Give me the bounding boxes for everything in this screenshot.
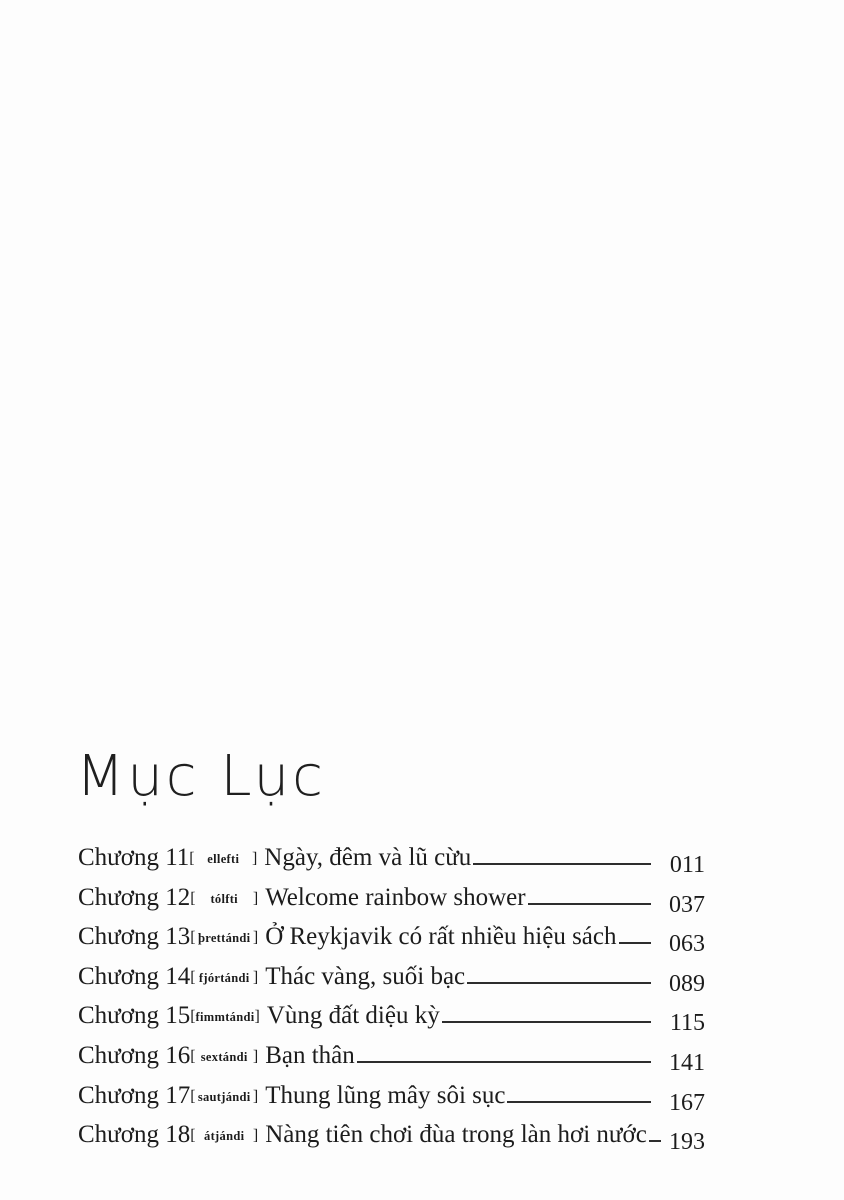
- leader-line: [507, 1101, 651, 1103]
- toc-entry: [78, 919, 705, 959]
- toc-entry: [78, 998, 705, 1038]
- chapter-label: Chương 17: [78, 1081, 191, 1109]
- page-number: 063: [669, 931, 705, 958]
- page-number: 141: [669, 1049, 705, 1076]
- bracket-open: [: [190, 889, 196, 907]
- page-number: 011: [669, 852, 705, 878]
- toc-list: [78, 840, 705, 1157]
- page-number: 193: [669, 1129, 705, 1156]
- bracket-close: ]: [252, 929, 259, 947]
- bracket-open: [: [190, 1087, 196, 1105]
- leader-line: [473, 863, 651, 865]
- entry-title: Bạn thân: [265, 1041, 355, 1069]
- entry-title: Ở Reykjavik có rất nhiều hiệu sách: [265, 923, 617, 951]
- entry-title: Ngày, đêm và lũ cừu: [264, 844, 472, 871]
- ordinal-label: tólfti: [210, 891, 238, 906]
- page-title: Mục Lục: [76, 744, 326, 809]
- entry-title: Welcome rainbow shower: [265, 883, 526, 911]
- chapter-label: Chương 12: [78, 883, 191, 911]
- bracket-open: [: [189, 850, 195, 867]
- bracket-close: ]: [251, 850, 258, 867]
- bracket-close: ]: [252, 1047, 259, 1065]
- entry-title-cell: [264, 840, 651, 877]
- chapter-label: Chương 13: [78, 923, 191, 951]
- ordinal-label: átjándi: [204, 1129, 245, 1144]
- page-number: 167: [669, 1089, 705, 1116]
- leader-line: [528, 903, 651, 905]
- ordinal-bracket: [190, 999, 260, 1036]
- page-number: 037: [669, 891, 705, 918]
- chapter-label: Chương 18: [78, 1121, 191, 1149]
- page-number: 089: [669, 970, 705, 997]
- entry-title-cell: [267, 998, 651, 1035]
- ordinal-label: fimmtándi: [195, 1010, 255, 1025]
- bracket-open: [: [190, 929, 196, 947]
- toc-entry: [78, 1078, 705, 1118]
- chapter-label: Chương 16: [78, 1041, 191, 1069]
- chapter-label: Chương 11: [78, 844, 190, 871]
- toc-entry: [78, 1117, 705, 1157]
- ordinal-label: þrettándi: [197, 931, 251, 946]
- ordinal-label: ellefti: [207, 852, 240, 866]
- ordinal-bracket: [190, 960, 258, 997]
- chapter-label: Chương 15: [78, 1002, 191, 1030]
- leader-line: [619, 942, 652, 944]
- ordinal-label: sextándi: [200, 1049, 248, 1064]
- toc-entry: [78, 840, 705, 880]
- toc-entry: [78, 959, 705, 999]
- ordinal-label: fjórtándi: [198, 970, 250, 985]
- ordinal-bracket: [190, 1118, 258, 1155]
- ordinal-bracket: [189, 841, 257, 878]
- bracket-open: [: [190, 968, 196, 986]
- chapter-label: Chương 14: [78, 962, 191, 990]
- entry-title-cell: [265, 880, 651, 917]
- toc-entry: [78, 1038, 705, 1078]
- bracket-close: ]: [254, 1008, 260, 1026]
- entry-title: Thác vàng, suối bạc: [265, 962, 466, 990]
- entry-title-cell: [265, 959, 651, 996]
- leader-line: [442, 1021, 651, 1023]
- bracket-close: ]: [252, 1087, 259, 1105]
- ordinal-bracket: [190, 1039, 258, 1076]
- entry-title: Thung lũng mây sôi sục: [265, 1081, 506, 1109]
- ordinal-label: sautjándi: [197, 1089, 251, 1104]
- bracket-close: ]: [252, 968, 259, 986]
- entry-title: Vùng đất diệu kỳ: [266, 1002, 440, 1030]
- bracket-close: ]: [252, 1127, 259, 1145]
- page-number: 115: [669, 1010, 705, 1037]
- entry-title-cell: [265, 919, 651, 956]
- ordinal-bracket: [190, 920, 258, 957]
- entry-title: Nàng tiên chơi đùa trong làn hơi nước: [265, 1121, 647, 1149]
- leader-line: [467, 982, 651, 984]
- bracket-close: ]: [252, 889, 259, 907]
- ordinal-bracket: [190, 1079, 258, 1116]
- entry-title-cell: [265, 1117, 651, 1154]
- bracket-open: [: [190, 1127, 196, 1145]
- bracket-open: [: [190, 1047, 196, 1065]
- toc-entry: [78, 880, 705, 920]
- entry-title-cell: [265, 1078, 651, 1115]
- ordinal-bracket: [190, 881, 258, 918]
- leader-line: [357, 1061, 651, 1063]
- bracket-open: [: [190, 1008, 196, 1026]
- entry-title-cell: [265, 1038, 651, 1075]
